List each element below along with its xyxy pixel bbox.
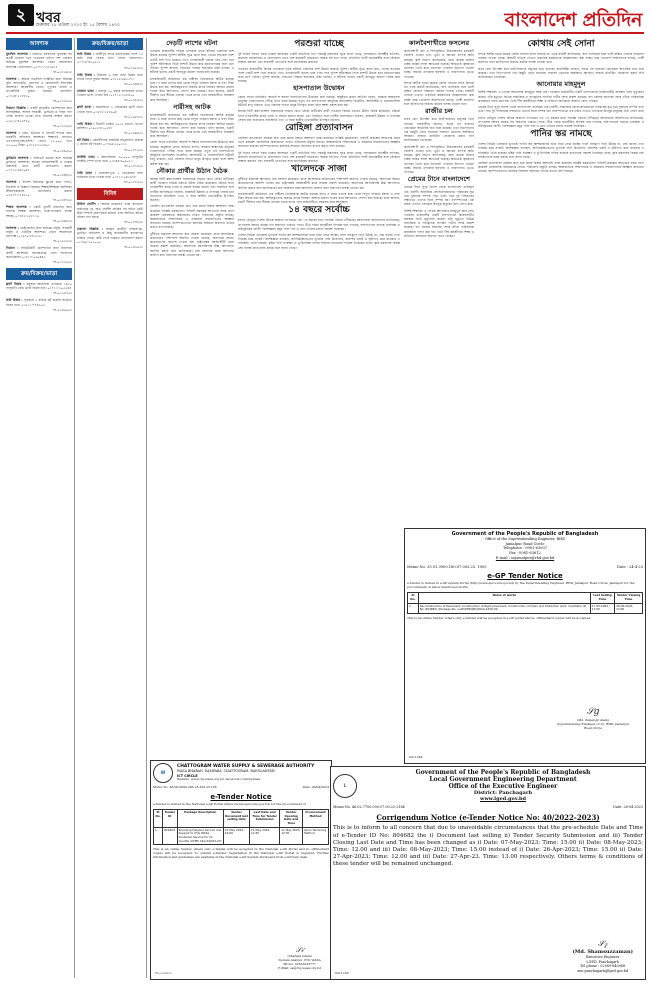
signer-phone: Phone: 02333333777 (283, 962, 316, 967)
article-body: গতকাল রাজধানীর বিভিন্ন এলাকায় পৃথক ঘটনায় একাধিক লাশ উদ্ধার করেছে পুলিশ। স্থানীয় সূত্রে জানা যায়, ভোরে সড়কের পাশে একটি লাশ পড়ে থাকতে দেখে এলাকাবাসী থানায় খবর দেয়। পরে পুলিশ ঘটনাস্থলে গিয়ে লাশটি উদ্ধার করে ময়নাতদন্তের জন্য মর্গে পাঠায়। পুলিশ জানায়, নিহতের পরিচয় শনাক্তের চেষ্টা চলছে। এ ঘটনায় থানায় একটি অপমৃত্যু মামলা দায়ের করা হয়েছে। (238, 66, 400, 84)
classified-ad-title: শিক্ষক আবশ্যক : (6, 205, 34, 210)
classified-list-2b (77, 202, 143, 250)
article-body: রোহিঙ্গা প্রত্যাবাসন প্রক্রিয়া দ্রুত শুরু করার বিষয়ে আশাবাদ ব্যক্ত করেছেন সংশ্লিষ্ট কর্মকর্তারা। পাইলট প্রকল্পের আওতায় প্রথম ধাপে কয়েকশ রোহিঙ্গাকে মিয়ানমারে ফেরত পাঠানোর প্রস্তুতি চলছে। আন্তর্জাতিক সম্প্রদায়কে এ প্রক্রিয়ায় সহযোগিতার আহ্বান জানানো হয়েছে। ক্যাম্পগুলোতে মানবিক সহায়তা অব্যাহত রাখার কথাও বলা হয়েছে। (150, 204, 234, 230)
classified-column-2 (77, 38, 143, 978)
classified-ad-ref: ফা-০১৩৭৩/২৩ (124, 164, 143, 168)
date-line: শুক্রবার ২৮ এপ্রিল ২০২৩ ইং ১৫ বৈশাখ ১৪৩০ (36, 23, 120, 28)
lged-memo: Memo No. 46.02.7700.000.07.00.22-2184 (333, 805, 405, 809)
classified-ad-title: বাড়ি বিক্রয় : (77, 72, 98, 77)
article-body: বন্দরে আটক হওয়া কয়েক কেজি সোনার হদিস মিলছে না। তদন্ত কমিটি জানিয়েছে, জব্দ তালিকার সঙ্গে ভল্টে রক্ষিত সোনার পরিমাণে গরমিল পাওয়া গেছে। বিষয়টি খতিয়ে দেখতে একাধিক কর্মকর্তাকে জিজ্ঞাসাবাদ করা হচ্ছে। শুল্ক গোয়েন্দা অধিদফতর বলছে, দোষী প্রমাণিত হলে জড়িতদের বিরুদ্ধে কঠোর ব্যবস্থা নেওয়া হবে। (404, 80, 474, 106)
table-header-cell: Name of works (418, 593, 590, 603)
wasa-header-row (153, 763, 329, 783)
classified-heading-buysell: ক্রয়/বিক্রয়/ভাড়া (6, 268, 72, 280)
table-header-cell: Tender ID (163, 809, 178, 827)
classified-ad-text: রেস্টুরেন্টের জন্য অভিজ্ঞ বাবুর্চি, সহকারী বাবুর্চি ও ওয়েটার আবশ্যক। বেতন আলোচনা সাপেক্ষে। ০১৯৭০-৮৮৩৩২১ (6, 225, 72, 239)
table-cell: 18-05-2023, 12:00 (615, 603, 643, 613)
column-divider (146, 38, 147, 978)
wasa-memo-row (153, 786, 329, 790)
classified-heading-misc: বিবিধ (77, 188, 143, 200)
wasa-header-text (177, 764, 329, 781)
table-header-cell: Procurement Method (303, 809, 329, 827)
article-headline: আনোয়ার মাহমুদুল (536, 80, 586, 89)
wasa-org: CHATTOGRAM WATER SUPPLY & SEWERAGE AUTHORITY (177, 764, 315, 770)
section-title: খবর (36, 10, 61, 26)
classified-ad-ref: ফা-০১৩৪০/২৩ (53, 148, 72, 153)
signer-org: LGED, Panchagarh (586, 959, 620, 964)
classified-ad-ref: ফা-০১৩৬০/২৩ (53, 307, 72, 312)
classified-ad-text: একটি নূরানী মাদ্রাসার জন্য হাফেজ শিক্ষক আবশ্যক। থাকা-খাওয়ার ব্যবস্থা আছে। ০১৭৪২-৫৫৮১১৯ (6, 205, 72, 218)
lged-memo-row (333, 805, 643, 809)
article-body: রোহিঙ্গা প্রত্যাবাসন প্রক্রিয়া দ্রুত শুরু করার বিষয়ে আশাবাদ ব্যক্ত করেছেন সংশ্লিষ্ট কর্মকর্তারা। পাইলট প্রকল্পের আওতায় প্রথম ধাপে কয়েকশ রোহিঙ্গাকে মিয়ানমারে ফেরত পাঠানোর প্রস্তুতি চলছে। আন্তর্জাতিক সম্প্রদায়কে এ প্রক্রিয়ায় সহযোগিতার আহ্বান জানানো হয়েছে। ক্যাম্পগুলোতে মানবিক সহায়তা অব্যাহত রাখার কথাও বলা হয়েছে। (478, 160, 644, 174)
table-cell: 11 May 2023, 12:30 (280, 827, 303, 845)
signer-phone: Tel phone : 02589-840088 (580, 964, 626, 969)
gd-number: GD-1244 (409, 755, 423, 760)
classified-ad-title: মুহাম্মিন আবশ্যক : (6, 52, 33, 56)
classified-ad-text: সিকিউরিটি কোম্পানির জন্য নিরাপত্তা প্রহরী আবশ্যক। অবসরপ্রাপ্ত সেনা সদস্যদের অগ্রাধিকার। ০১৮১৭-০৯৯৪৪২ (6, 246, 72, 259)
table-row (408, 603, 643, 613)
signature-mark: 𝒮𝑔 (586, 707, 600, 717)
classified-ad-title: ফ্ল্যাট বিক্রয় : (6, 282, 27, 287)
article-body: বন্দরে আটক হওয়া কয়েক কেজি সোনার হদিস মিলছে না। তদন্ত কমিটি জানিয়েছে, জব্দ তালিকার সঙ্গে ভল্টে রক্ষিত সোনার পরিমাণে গরমিল পাওয়া গেছে। বিষয়টি খতিয়ে দেখতে একাধিক কর্মকর্তাকে জিজ্ঞাসাবাদ করা হচ্ছে। শুল্ক গোয়েন্দা অধিদফতর বলছে, দোষী প্রমাণিত হলে জড়িতদের বিরুদ্ধে কঠোর ব্যবস্থা নেওয়া হবে। (478, 51, 644, 65)
classified-ad-title: আবশ্যক : (6, 130, 23, 135)
wasa-address: WASA BHABAN, DAMPARA, CHATTOGRAM, BANGLADESH. (177, 769, 276, 774)
classified-ad (6, 106, 72, 123)
classified-ad-text: ধানমন্ডিতে ৩ বেডরুমের ফ্ল্যাট ভাড়া দেওয়া হবে। ০১৬৭৩-২২৮৯০৪ (77, 105, 143, 114)
classified-ad-text: একটি প্রতিষ্ঠিত কোম্পানির জন্য হিসাবরক্ষক, অফিস সহকারী, ড্রাইভার ও পিয়ন পদে লোক নিয়োগ দেওয়া হবে। সরাসরি সাক্ষাৎ করুন। ০১৯১২-৪৫৬৭৮০ (6, 105, 72, 123)
lged-district: District: Panchagarh (473, 790, 533, 796)
tender-circle: Jamalpur Road Circle (505, 541, 545, 546)
classified-ad-ref: ফা-০১৩১৬/২৩ (53, 69, 72, 74)
article-body: গতকাল রাজধানীর বিভিন্ন এলাকায় পৃথক ঘটনায় একাধিক লাশ উদ্ধার করেছে পুলিশ। স্থানীয় সূত্রে জানা যায়, ভোরে সড়কের পাশে একটি লাশ পড়ে থাকতে দেখে এলাকাবাসী থানায় খবর দেয়। পরে পুলিশ ঘটনাস্থলে গিয়ে লাশটি উদ্ধার করে ময়নাতদন্তের জন্য মর্গে পাঠায়। পুলিশ জানায়, নিহতের পরিচয় শনাক্তের চেষ্টা চলছে। এ ঘটনায় থানায় একটি অপমৃত্যু মামলা দায়ের করা হয়েছে। (150, 49, 234, 75)
article-body: প্রেমের টানে সুদূর বিদেশ থেকে বাংলাদেশে এসেছেন এক তরুণী। সামাজিক যোগাযোগমাধ্যমে পরিচয়ের সূত্র ধরে দুজনের সম্পর্ক গড়ে ওঠে। পরে দুই পরিবারের সম্মতিতে তাদের বিয়ে সম্পন্ন হয়। নবদম্পতিকে এক নজর দেখতে এলাকায় উৎসুক মানুষের ভিড় লেগে যায়। (478, 105, 644, 114)
classified-ad-ref: ফা-০১৩৭১/২৩ (124, 147, 143, 152)
table-cell: 11 May 2023, 12:30 (250, 827, 280, 845)
classified-ad (77, 122, 143, 130)
article-body: আসন্ন সিটি করপোরেশন নির্বাচনকে সামনে রেখে নৌকা প্রতীকের প্রার্থী গতকাল বিভিন্ন ওয়ার্ডে উঠান বৈঠক করেছেন। বৈঠকে তিনি নগরবাসীর কাছে দোয়া ও সমর্থন কামনা করেন এবং নির্বাচিত হলে নগরীর জলাবদ্ধতা নিরসন, রাস্তাঘাট উন্নয়ন ও নাগরিক সেবার মান বাড়ানোর প্রতিশ্রুতি দেন। এ সময় স্থানীয় নেতাকর্মীরা উপস্থিত ছিলেন। (238, 109, 400, 122)
classified-ad (77, 73, 143, 81)
classified-ad-ref: ফা-০১৩৫৮/২৩ (53, 291, 72, 296)
page-number: ২ (8, 4, 34, 26)
tender-date: Date : 24-4-23 (617, 564, 643, 569)
classified-ad-title: প্লট বিক্রয় : (77, 138, 93, 143)
wasa-date: Date: 26/04/2023 (302, 785, 329, 789)
article-column-5 (404, 38, 474, 518)
column-divider (74, 38, 75, 978)
masthead-logo: বাংলাদেশ প্রতিদিন (504, 9, 642, 31)
classified-ad-text: প্রাইভেট কারের জন্য অভিজ্ঞ ড্রাইভার আবশ্যক। হালকা লাইসেন্সধারী ও ঢাকার রাস্তাঘাট চেনা প্রার্থী যোগাযোগ করুন। ০১৭১৫-৬৬৩০৮৮ (6, 155, 72, 173)
page-header (0, 0, 650, 34)
article-headline: নৌকার প্রার্থীর উঠান বৈঠক (156, 166, 228, 175)
wasa-web: Website: www.ctg-wasa.org.bd, facebook.com/ctgwasa (177, 776, 261, 781)
table-header-cell: Tender Document last selling date (223, 809, 249, 827)
classified-ad-ref: ফা-০১৩৬৪/২৩ (124, 82, 143, 87)
table-header-cell: Last Selling Time (590, 593, 614, 603)
tender-intro: e-Tender is invited in e-GP system Portal (http://www.eprocure.gov.bd) by the Superintending Engineer, RHD, Jamalpur Road Circle, Jamalpur for the procurement of below mentioned works. (407, 581, 635, 590)
table-header-cell: Package Description (177, 809, 223, 827)
signer-name: (Md. Shamsuzzaman) (572, 949, 633, 956)
classified-ad-ref: ফা-০১৩৬২/২৩ (124, 65, 143, 70)
table-header-cell: Sl No. (408, 593, 419, 603)
article-body: বিশিষ্ট শিক্ষাবিদ ও লেখক আনোয়ার মাহমুদুল আর নেই। গতকাল রাজধানীর একটি হাসপাতালে চিকিৎসাধীন অবস্থায় তিনি মৃত্যুবরণ করেন। তাঁর মৃত্যুতে বিভিন্ন সামাজিক ও সাংস্কৃতিক সংগঠন গভীর শোক প্রকাশ করেছে। বাদ জোহর জানাজা শেষে তাঁকে পারিবারিক কবরস্থানে দাফন করা হয়। তিনি দীর্ঘ কর্মজীবনে শিক্ষা ও সাহিত্যে অসামান্য অবদান রেখে গেছেন। (478, 90, 644, 103)
classified-ad-text: ইংলিশ মিডিয়াম স্কুলের জন্য গণিত, ইংরেজি ও বিজ্ঞান বিষয়ের শিক্ষক/শিক্ষিকা আবশ্যক। জীবনবৃত্তান্তসহ যোগাযোগ করুন। ০১৬৭৭-৩১৪২৫০ (6, 180, 72, 198)
classified-ad-ref: ফা-০১৩৪৯/২৩ (53, 218, 72, 223)
article-column-3 (150, 38, 234, 598)
classified-ad (77, 155, 143, 163)
signer-title: System Analyst, CTG WASA (278, 958, 321, 963)
classified-ad-text: আশুলিয়ায় ২০,০০০ বর্গফুটের ফ্যাক্টরি স্পেস ভাড়া হবে। ০১৮৪৪-৯০৯০১১ (77, 154, 143, 163)
classified-ad-title: বাড়ি ভাড়া : (77, 170, 99, 175)
classified-ad-text: টয়োটা এক্সিও ২০১৬ মডেল, ভালো কন্ডিশন। ০১৯৫৫-৪১০২৮৮ (77, 121, 143, 130)
classified-ad-text: আমার গার্মেন্টস ফ্যাক্টরির জন্য অভিজ্ঞ সুইং অপারেটর, হেলপার ও কোয়ালিটি ইন্সপেক্টর আবশ্যক। আকর্ষণীয় বেতন, দুপুরের খাবার ও ওভারটাইম সুবিধা রয়েছে। মোবাইল: ০১৭৩৪-৫১৮৮২০ (6, 76, 72, 98)
classified-ad (6, 180, 72, 197)
article-headline: রাজীর চল (425, 107, 453, 116)
tender-title: e-GP Tender Notice (487, 572, 563, 581)
article-body: দুই দিনের সফরে পরশু ঢাকায় আসছেন একটি প্রতিনিধি দল। পররাষ্ট্র মন্ত্রণালয় সূত্রে জানা গেছে, সফরকালে দ্বিপক্ষীয় বাণিজ্য, জ্বালানি সহযোগিতা ও যোগাযোগ খাতে বেশ কয়েকটি সমঝোতা স্মারক সই হতে পারে। প্রতিনিধি দলটি প্রধানমন্ত্রীর সঙ্গে সৌজন্য সাক্ষাৎ করবেন এবং ব্যবসায়ী নেতাদের সঙ্গে মতবিনিময় করবেন। (238, 51, 400, 65)
article-body: বিশিষ্ট শিক্ষাবিদ ও লেখক আনোয়ার মাহমুদুল আর নেই। গতকাল রাজধানীর একটি হাসপাতালে চিকিৎসাধীন অবস্থায় তিনি মৃত্যুবরণ করেন। তাঁর মৃত্যুতে বিভিন্ন সামাজিক ও সাংস্কৃতিক সংগঠন গভীর শোক প্রকাশ করেছে। বাদ জোহর জানাজা শেষে তাঁকে পারিবারিক কবরস্থানে দাফন করা হয়। তিনি দীর্ঘ কর্মজীবনে শিক্ষা ও সাহিত্যে অসামান্য অবদান রেখে গেছেন। (404, 208, 474, 238)
classified-ad-text: মোহাম্মদপুরে ২ বেডরুমের বাসা ব্যাচেলর ভাড়া দেওয়া হবে। ০১৭১৩-০৪৫৬৭৮ (77, 170, 143, 180)
tender-office: Office of the Superintending Engineer, RHD (484, 537, 566, 541)
classified-ad-ref: ফা-০১৩৫২/২৩ (53, 239, 72, 244)
classified-ad (77, 202, 143, 219)
article-body: চলতি মৌসুমে দেশের বিভিন্ন অঞ্চলে তাপমাত্রা গত ১৪ বছরের মধ্যে সর্বোচ্চ পর্যায়ে পৌঁছেছে। আবহাওয়া অধিদফতর জানিয়েছে, তাপপ্রবাহ আরও কয়েক দিন অব্যাহত থাকতে পারে। তীব্র গরমে জনজীবন বিপর্যস্ত হয়ে পড়েছে, হাসপাতালে বাড়ছে ডায়রিয়া ও হিটস্ট্রোকের রোগী। বিশেষজ্ঞরা প্রচুর পানি পান ও রোদ এড়িয়ে চলার পরামর্শ দিয়েছেন। (478, 115, 644, 128)
classified-ad-ref: ফা-০১৩৪৭/২৩ (53, 198, 72, 203)
classified-ad-text: ঢাকাতে বসবাসের সুব্যবস্থা সহ কওমী মাদ্রাসা হতে দাওরায়ে হাদিস পাশ একজন অভিজ্ঞ মুহাম্মিন আবশ্যক। বেতন আলোচনা সাপেক্ষে। যোগাযোগ: ০১৭১১-৩৩৩৬২৭ (6, 52, 72, 69)
tender-table (407, 592, 643, 614)
classified-ad-ref: ফা-০১৩৪৪/২৩ (53, 173, 72, 178)
lged-web: www.lged.gov.bd (480, 796, 526, 802)
classified-ad-title: জমি বিক্রয় : (6, 298, 24, 303)
classified-ad (6, 282, 72, 290)
lged-header-text (363, 769, 643, 802)
classified-ad-ref: ফা-০১৩৫৫/২৩ (53, 260, 72, 265)
article-body: দুর্নীতির মামলায় আদালত রায় ঘোষণা করেছেন। রায়ে আসামিকে কারাদণ্ডের পাশাপাশি অর্থদণ্ড দেওয়া হয়েছে, অনাদায়ে আরও কারাভোগের আদেশ দেওয়া হয়। রাষ্ট্রপক্ষের আইনজীবী রায়ে সন্তোষ প্রকাশ করেছেন, অন্যদিকে আসামিপক্ষ উচ্চ আদালতে আপিল করবে বলে জানিয়েছে। রায় ঘোষণার সময় আদালত প্রাঙ্গণে কড়া নিরাপত্তা ব্যবস্থা নেওয়া হয়। (150, 231, 234, 257)
table-cell: Open Tendering Method (303, 827, 329, 845)
classified-ad-title: জমি বিক্রয় : (77, 52, 96, 56)
article-body: জেলা সদরে নবনির্মিত আড়াই শ শয্যার হাসপাতালের উদ্বোধন করা হয়েছে। অনুষ্ঠানে প্রধান অতিথি বলেন, সরকার স্বাস্থ্যসেবা মানুষের দোরগোড়ায় পৌঁছে দিতে কাজ করছে। নতুন এই হাসপাতালে আধুনিক অপারেশন থিয়েটার, আইসিইউ ও ডায়ালাইসিস ইউনিট চালু থাকবে। এতে জেলার লাখো মানুষ উপকৃত হবেন বলে আশা প্রকাশ করা হয়। (238, 94, 400, 108)
classified-ad-ref: ফা-০১৩২৫/২৩ (53, 98, 72, 103)
classified-column-1 (6, 38, 72, 978)
classified-ad (77, 227, 143, 244)
classified-ad (77, 171, 143, 179)
table-header-cell: Tender Opening Date and Time (280, 809, 303, 827)
classified-ad-text: আমার মক্কেলের পক্ষে জানানো যাইতেছে যে, অত্র নোটিশ প্রাপ্তির পর হইতে কেউ উক্ত সম্পত্তি ক্রয়-বিক্রয় করিলে তাহা আইনত অবৈধ বলিয়া গণ্য হইবে। (77, 202, 143, 219)
classified-heading-wanted: আবশ্যক (6, 38, 72, 50)
wasa-ict: ICT CIRCLE (177, 773, 198, 778)
lged-dept: Local Government Engineering Department (429, 776, 577, 783)
classified-ad (6, 246, 72, 259)
signer-email: xen.panchagarh@lged.gov.bd (577, 968, 629, 973)
tender-phone: Telephone : 0981-63007 (502, 546, 548, 551)
signer-title: Superintending Engineer (C.C), RHD, Jamalpur Road Circle (556, 721, 630, 730)
article-body: চলতি মৌসুমে দেশের বিভিন্ন অঞ্চলে তাপমাত্রা গত ১৪ বছরের মধ্যে সর্বোচ্চ পর্যায়ে পৌঁছেছে। আবহাওয়া অধিদফতর জানিয়েছে, তাপপ্রবাহ আরও কয়েক দিন অব্যাহত থাকতে পারে। তীব্র গরমে জনজীবন বিপর্যস্ত হয়ে পড়েছে, হাসপাতালে বাড়ছে ডায়রিয়া ও হিটস্ট্রোকের রোগী। বিশেষজ্ঞরা প্রচুর পানি পান ও রোদ এড়িয়ে চলার পরামর্শ দিয়েছেন। (238, 218, 400, 231)
table-row (154, 827, 329, 845)
wasa-table (153, 809, 329, 846)
lged-gov: Government of the People's Republic of Bangladesh (415, 769, 591, 776)
classified-ad-ref: ফা-০১৩৮০/২৩ (124, 245, 143, 250)
lged-office: Office of the Executive Engineer (448, 783, 558, 790)
article-body: আসন্ন সিটি করপোরেশন নির্বাচনকে সামনে রেখে নৌকা প্রতীকের প্রার্থী গতকাল বিভিন্ন ওয়ার্ডে উঠান বৈঠক করেছেন। বৈঠকে তিনি নগরবাসীর কাছে দোয়া ও সমর্থন কামনা করেন এবং নির্বাচিত হলে নগরীর জলাবদ্ধতা নিরসন, রাস্তাঘাট উন্নয়ন ও নাগরিক সেবার মান বাড়ানোর প্রতিশ্রুতি দেন। এ সময় স্থানীয় নেতাকর্মীরা উপস্থিত ছিলেন। (150, 177, 234, 203)
classified-ad-ref: ফা-০১৩৩৫/২৩ (53, 123, 72, 128)
classified-ad-text: উত্তরায় ৬ তলা বাড়ি বিক্রয় হবে। ব্যাংক লোন সুবিধা আছে। ০১৮১৯-৬৬৫৫৭১ (77, 72, 143, 81)
signer-name: (Shafiqul Islam) (287, 954, 312, 959)
classified-ad (6, 156, 72, 173)
tender-signature-block (553, 707, 633, 731)
classified-ad-title: আবশ্যক : (6, 225, 21, 230)
tender-memo-row (407, 565, 643, 570)
table-cell: Providing Helpline Service and Support to CTG WASA Customer Service for 12 months (CTMS Client/2022-23) (177, 827, 223, 845)
article-column-4 (238, 38, 400, 598)
signer-title: Executive Engineer (585, 955, 620, 960)
classified-ad (6, 298, 72, 306)
wasa-memo: Memo No. 46.06.0000.286.18.359.23.108 (153, 785, 217, 789)
classified-ad-title: নিয়োগ বিজ্ঞপ্তি : (6, 105, 31, 110)
wasa-signature-block (278, 946, 321, 971)
article-headline: পানির স্তর নামছে (530, 129, 592, 140)
tender-notice-lged (330, 766, 646, 980)
article-body: প্রখর রোদ উপেক্ষা করে হাটে-বাজারে মানুষের ভিড় বাড়ছে। ব্যবসায়ীরা জানান, ঈদের পর বাজারে বেচাকেনা স্বাভাবিক হতে শুরু করেছে। তবে নিত্যপণ্যের দাম কিছুটা বেড়ে যাওয়ায় সাধারণ ক্রেতারা অস্বস্তিতে আছেন। বাজার মনিটরিং জোরদার করার দাবি জানিয়েছেন ভোক্তারা। (404, 117, 474, 143)
classified-ad-ref: ফা-০১৩৭৫/২৩ (124, 180, 143, 185)
classified-ad-title: আবশ্যক : (6, 76, 22, 81)
classified-ad (6, 205, 72, 218)
classified-ad-ref: ফা-০১৩৬৫/২৩ (124, 98, 143, 103)
article-headline: কালবৈশাখীতে ফসলের (408, 39, 470, 47)
tender-notice-rhd (404, 528, 646, 764)
gd-number: GD-1228 (335, 971, 349, 976)
ref-number: ফা-০২২৬/২৩ (155, 971, 172, 976)
lged-title: Corrigendum Notice (e-Tender Notice No: 40/2022-2023) (376, 813, 600, 823)
classified-ad (6, 131, 72, 148)
article-body: মাদকবিরোধী অভিযানে এক নারীসহ তিনজনকে আটক করেছে র‍্যাব। এ সময় তাদের কাছ থেকে বিপুল পরিমাণ ইয়াবা ও নগদ টাকা উদ্ধার করা হয়। আটককৃতদের বিরুদ্ধে মাদক নিয়ন্ত্রণ আইনে মামলা দায়ের করে আদালতে সোপর্দ করা হয়েছে। র‍্যাব জানায়, চক্রটি দীর্ঘদিন ধরে সীমান্ত এলাকা থেকে মাদক এনে রাজধানীতে সরবরাহ করে আসছিল। (238, 191, 400, 205)
lged-date: Date: 26-04-2023 (613, 805, 643, 809)
article-body: জেলা সদরে নবনির্মিত আড়াই শ শয্যার হাসপাতালের উদ্বোধন করা হয়েছে। অনুষ্ঠানে প্রধান অতিথি বলেন, সরকার স্বাস্থ্যসেবা মানুষের দোরগোড়ায় পৌঁছে দিতে কাজ করছে। নতুন এই হাসপাতালে আধুনিক অপারেশন থিয়েটার, আইসিইউ ও ডায়ালাইসিস ইউনিট চালু থাকবে। এতে জেলার লাখো মানুষ উপকৃত হবেন বলে আশা প্রকাশ করা হয়। (150, 140, 234, 166)
article-body: রোহিঙ্গা প্রত্যাবাসন প্রক্রিয়া দ্রুত শুরু করার বিষয়ে আশাবাদ ব্যক্ত করেছেন সংশ্লিষ্ট কর্মকর্তারা। পাইলট প্রকল্পের আওতায় প্রথম ধাপে কয়েকশ রোহিঙ্গাকে মিয়ানমারে ফেরত পাঠানোর প্রস্তুতি চলছে। আন্তর্জাতিক সম্প্রদায়কে এ প্রক্রিয়ায় সহযোগিতার আহ্বান জানানো হয়েছে। ক্যাম্পগুলোতে মানবিক সহায়তা অব্যাহত রাখার কথাও বলা হয়েছে। (238, 135, 400, 149)
lged-signature-block (572, 939, 633, 973)
tender-gov-line: Government of the People's Republic of Bangladesh (451, 531, 599, 537)
classified-ad-ref: ফা-০১৩৭৮/২৩ (124, 220, 143, 225)
wasa-logo: W (153, 763, 173, 783)
article-headline: নারীসহ আটক (173, 102, 211, 111)
lged-header-row (333, 769, 643, 802)
article-headline: কোথায় সেই সোনা (527, 39, 595, 49)
classified-ad-title: ফ্ল্যাট ভাড়া : (77, 105, 96, 110)
lged-logo: L (333, 774, 357, 798)
table-cell: 10 May 2023, 16:00 (223, 827, 249, 845)
article-headline: ১৪ বছরে সর্বোচ্চ (288, 205, 350, 216)
article-headline: প্রেমের টানে বাংলাদেশে (407, 175, 471, 184)
article-headline: রোহিঙ্গা প্রত্যাবাসন (285, 122, 353, 133)
classified-ad-ref: ফা-০১৩৬৯/২৩ (124, 131, 143, 136)
article-headline: খালেদকে সাজা (291, 164, 347, 175)
article-body: মাদকবিরোধী অভিযানে এক নারীসহ তিনজনকে আটক করেছে র‍্যাব। এ সময় তাদের কাছ থেকে বিপুল পরিমাণ ইয়াবা ও নগদ টাকা উদ্ধার করা হয়। আটককৃতদের বিরুদ্ধে মাদক নিয়ন্ত্রণ আইনে মামলা দায়ের করে আদালতে সোপর্দ করা হয়েছে। র‍্যাব জানায়, চক্রটি দীর্ঘদিন ধরে সীমান্ত এলাকা থেকে মাদক এনে রাজধানীতে সরবরাহ করে আসছিল। (150, 113, 234, 139)
classified-ad-text: আমার জাতীয় পরিচয়পত্র, ড্রাইভিং লাইসেন্স ও কিছু প্রয়োজনীয় কাগজপত্র হারিয়ে গেছে। কেউ পেয়ে থাকলে যোগাযোগ করুন। ০১৭৯৯-১০১০২০ (77, 227, 143, 244)
article-body: দুই দিনের সফরে পরশু ঢাকায় আসছেন একটি প্রতিনিধি দল। পররাষ্ট্র মন্ত্রণালয় সূত্রে জানা গেছে, সফরকালে দ্বিপক্ষীয় বাণিজ্য, জ্বালানি সহযোগিতা ও যোগাযোগ খাতে বেশ কয়েকটি সমঝোতা স্মারক সই হতে পারে। প্রতিনিধি দলটি প্রধানমন্ত্রীর সঙ্গে সৌজন্য সাক্ষাৎ করবেন এবং ব্যবসায়ী নেতাদের সঙ্গে মতবিনিময় করবেন। (238, 150, 400, 163)
classified-ad-title: হারানো বিজ্ঞপ্তি : (77, 227, 106, 232)
article-headline: দেড়টি লাশের ঘটনা (166, 39, 218, 47)
signature-mark: 𝒮𝒾 (295, 945, 304, 954)
classified-ad-text: মিরপুর ১০ নম্বরে বাণিজ্যিক ভবনে দোকান ভাড়া দেওয়া হবে। ০১৭১২-৩৩৮৪৫০ (77, 89, 143, 98)
classified-ad (6, 52, 72, 69)
classified-ad (77, 52, 143, 65)
article-body: প্রেমের টানে সুদূর বিদেশ থেকে বাংলাদেশে এসেছেন এক তরুণী। সামাজিক যোগাযোগমাধ্যমে পরিচয়ের সূত্র ধরে দুজনের সম্পর্ক গড়ে ওঠে। পরে দুই পরিবারের সম্মতিতে তাদের বিয়ে সম্পন্ন হয়। নবদম্পতিকে এক নজর দেখতে এলাকায় উৎসুক মানুষের ভিড় লেগে যায়। (404, 185, 474, 207)
article-body: মাদকবিরোধী অভিযানে এক নারীসহ তিনজনকে আটক করেছে র‍্যাব। এ সময় তাদের কাছ থেকে বিপুল পরিমাণ ইয়াবা ও নগদ টাকা উদ্ধার করা হয়। আটককৃতদের বিরুদ্ধে মাদক নিয়ন্ত্রণ আইনে মামলা দায়ের করে আদালতে সোপর্দ করা হয়েছে। র‍্যাব জানায়, চক্রটি দীর্ঘদিন ধরে সীমান্ত এলাকা থেকে মাদক এনে রাজধানীতে সরবরাহ করে আসছিল। (150, 76, 234, 102)
classified-list-1b (6, 282, 72, 313)
classified-ad-text: কেরানীগঞ্জে রাজউক অনুমোদিত প্রকল্পে ৩ কাঠার প্লট বিক্রয়। ০১৭৬৬-৫৫০৩১২ (77, 138, 143, 147)
table-cell: 1. (154, 827, 163, 845)
signature-mark: 𝒮𝓏 (597, 938, 608, 948)
tender-footer: This is an online Tender, where only e-Tender will be accepted in e-GP portal and no offline/hard copies will be accepted. (407, 616, 592, 621)
article-body: দেশের বিভিন্ন এলাকায় ভূগর্ভস্থ পানির স্তর আশঙ্কাজনক হারে নিচে নেমে যাচ্ছে। ফলে নলকূপে পানি উঠছে না, সেচ কাজে দেখা দিয়েছে চরম সংকট। বিশেষজ্ঞরা বলছেন, অপরিকল্পিতভাবে ভূগর্ভস্থ পানি উত্তোলন, জলাশয় ভরাট ও বৃষ্টিপাত কমে যাওয়ায় এ পরিস্থিতি তৈরি হয়েছে। বৃষ্টির পানি সংরক্ষণ ও ভূ-উপরিস্থ পানির ব্যবহার বাড়ানোর পরামর্শ দিয়েছেন তারা। কৃষি মন্ত্রণালয় বিকল্প সেচ ব্যবস্থা নিয়ে কাজ করছে বলে জানা গেছে। (478, 142, 644, 159)
article-body: কালবৈশাখী ঝড় ও শিলাবৃষ্টিতে উত্তরাঞ্চলের কয়েকটি জেলায় বোরো ধান, ভুট্টা ও আমের ব্যাপক ক্ষতি হয়েছে। কৃষি বিভাগ জানিয়েছে, ঝড়ে কয়েক হাজার হেক্টর জমির ফসল ক্ষতিগ্রস্ত হয়েছে। ক্ষতিগ্রস্ত কৃষকদের তালিকা তৈরি করে প্রণোদনা দেওয়ার উদ্যোগ নেওয়া হচ্ছে। অনেক এলাকায় ঘরবাড়ি ও গাছপালাও ভেঙে পড়েছে। (404, 49, 474, 79)
table-cell: 1. (408, 603, 419, 613)
classified-ad-text: পূর্বাচলে ৫ কাঠার প্লট জরুরি ভিত্তিতে বিক্রয় হবে। ০১৯১১-৭৭৪২০৩ (6, 298, 72, 307)
classified-ad-title: দোকান ভাড়া : (77, 89, 99, 93)
classified-ad-text: ঢাকা, চট্টগ্রাম ও সিলেট শাখার জন্য মার্কেটিং অফিসার আবশ্যক। শিক্ষাগত যোগ্যতা এসএসসি/এইচএসসি। বেতন ১৫,০০০ হতে ২৫,০০০ টাকা। ০১৮১৯-২২২৪০১ (6, 130, 72, 148)
classified-ad-ref: ফা-০১৩৬৭/২৩ (124, 114, 143, 119)
classified-ad-title: উকিল নোটিশ : (77, 202, 102, 207)
classified-heading-buysell-2: ক্রয়/বিক্রয়/ভাড়া (77, 38, 143, 50)
signer-email: E-Mail: sa@ctg-wasa.org.bd (278, 966, 321, 971)
table-header-cell: Tender Closing Time (615, 593, 643, 603)
classified-ad (6, 226, 72, 239)
article-body: কালবৈশাখী ঝড় ও শিলাবৃষ্টিতে উত্তরাঞ্চলের কয়েকটি জেলায় বোরো ধান, ভুট্টা ও আমের ব্যাপক ক্ষতি হয়েছে। কৃষি বিভাগ জানিয়েছে, ঝড়ে কয়েক হাজার হেক্টর জমির ফসল ক্ষতিগ্রস্ত হয়েছে। ক্ষতিগ্রস্ত কৃষকদের তালিকা তৈরি করে প্রণোদনা দেওয়ার উদ্যোগ নেওয়া হচ্ছে। অনেক এলাকায় ঘরবাড়ি ও গাছপালাও ভেঙে পড়েছে। (404, 144, 474, 174)
tender-email: E-mail : sejamalpur@rhd.gov.bd (495, 555, 555, 560)
classified-ad (6, 77, 72, 98)
article-body: দুর্নীতির মামলায় আদালত রায় ঘোষণা করেছেন। রায়ে আসামিকে কারাদণ্ডের পাশাপাশি অর্থদণ্ড দেওয়া হয়েছে, অনাদায়ে আরও কারাভোগের আদেশ দেওয়া হয়। রাষ্ট্রপক্ষের আইনজীবী রায়ে সন্তোষ প্রকাশ করেছেন, অন্যদিকে আসামিপক্ষ উচ্চ আদালতে আপিল করবে বলে জানিয়েছে। রায় ঘোষণার সময় আদালত প্রাঙ্গণে কড়া নিরাপত্তা ব্যবস্থা নেওয়া হয়। (238, 177, 400, 190)
table-cell: Re-construction of Pavement, Construction of Rigid pavement, Construction of Drain and Protection work (Invitation ID No. 804682) (Package No. e-GP/RHD/JRC/2022-23/W-01) (418, 603, 590, 613)
wasa-intro: e-Tender is invited in the National e-GP Portal (https://www.eprocure.gov.bd) for the procurement of (153, 801, 306, 806)
table-cell: 17-05-2023, 17:00 (590, 603, 614, 613)
classified-ad (77, 105, 143, 113)
article-body: প্রখর রোদ উপেক্ষা করে হাটে-বাজারে মানুষের ভিড় বাড়ছে। ব্যবসায়ীরা জানান, ঈদের পর বাজারে বেচাকেনা স্বাভাবিক হতে শুরু করেছে। তবে নিত্যপণ্যের দাম কিছুটা বেড়ে যাওয়ায় সাধারণ ক্রেতারা অস্বস্তিতে আছেন। বাজার মনিটরিং জোরদার করার দাবি জানিয়েছেন ভোক্তারা। (478, 66, 644, 79)
classified-list-2 (77, 52, 143, 185)
classified-ad-title: আবশ্যক : (6, 180, 23, 185)
classified-list-1 (6, 52, 72, 265)
article-column-6 (478, 38, 644, 518)
classified-ad-title: ফ্যাক্টরি ভাড়া : (77, 154, 102, 159)
tender-fax: Fax : 0981-63612 (509, 551, 541, 556)
tender-notice-wasa (150, 760, 332, 980)
wasa-title: e-Tender Notice (210, 792, 272, 801)
article-headline: পরশুরা যাচ্ছে (294, 39, 344, 49)
classified-ad-title: নিয়োগ : (6, 246, 21, 251)
article-headline: হাসপাতাল উদ্বোধন (293, 84, 345, 93)
classified-ad (77, 138, 143, 146)
header-rule (6, 32, 644, 34)
table-header-cell: Last Date and Time for Tender Submission (250, 809, 280, 827)
lged-body: This is to inform to all concern that due to unavoidable circumstances that the pre-schedule Date and Time of e-Tender ID No: 804682 the i) Document last selling ii) Tender Security Submission and iii) Tender Closing Last Date and Time has been changed as i) Date: 07-May-2023; Time: 15.00 ii) Date: 08-May-2023; Time: 12.00 and iii) Date: 08-May-2023; Time: 15.00 instead of i) Date: 26-Apr-2023; Time: 15.00 ii) Date: 27-Apr-2023; Time: 12.00 and iii) Date: 27-Apr-23. Time: 13.00 respectively. Others terms & conditions of these tender will be remained unchanged. (333, 825, 643, 868)
article-body: দেশের বিভিন্ন এলাকায় ভূগর্ভস্থ পানির স্তর আশঙ্কাজনক হারে নিচে নেমে যাচ্ছে। ফলে নলকূপে পানি উঠছে না, সেচ কাজে দেখা দিয়েছে চরম সংকট। বিশেষজ্ঞরা বলছেন, অপরিকল্পিতভাবে ভূগর্ভস্থ পানি উত্তোলন, জলাশয় ভরাট ও বৃষ্টিপাত কমে যাওয়ায় এ পরিস্থিতি তৈরি হয়েছে। বৃষ্টির পানি সংরক্ষণ ও ভূ-উপরিস্থ পানির ব্যবহার বাড়ানোর পরামর্শ দিয়েছেন তারা। কৃষি মন্ত্রণালয় বিকল্প সেচ ব্যবস্থা নিয়ে কাজ করছে বলে জানা গেছে। (238, 232, 400, 250)
wasa-footer: This is an online Tender, where only e-Tender will be accepted in the National e-GP Portal and no offline/hard copies will be accepted. To submit e-Tender, registration in the National e-GP Portal is required. Further information and guidelines are available in the National e-GP System Portal and from e-GP help desk. (153, 847, 329, 860)
classified-ad-text: বসুন্ধরা আবাসিক এলাকায় ১৪৫০ বর্গফুটের রেডি ফ্ল্যাট বিক্রয় হবে। ০১৭১১-২০৫৫৪৪ (6, 282, 72, 291)
signer-name: (Md. Zahangir Alam) (577, 717, 609, 722)
classified-ad-title: ড্রাইভার আবশ্যক : (6, 155, 34, 160)
tender-memo: Memo No. 35.01.3900.180.07.003.23. 1905 (407, 564, 487, 569)
classified-ad-title: গাড়ি বিক্রয় : (77, 121, 97, 126)
table-header-cell: Sl No. (154, 809, 163, 827)
classified-ad (77, 89, 143, 97)
table-cell: 821809 (163, 827, 178, 845)
classified-ad-text: গাজীপুর সদরে মহাসড়কের পাশে ১২ কাঠা জমি বিক্রয় হবে। দলিল হালনাগাদ। ০১৭১৮-৪৩০২১৫ (77, 52, 143, 65)
